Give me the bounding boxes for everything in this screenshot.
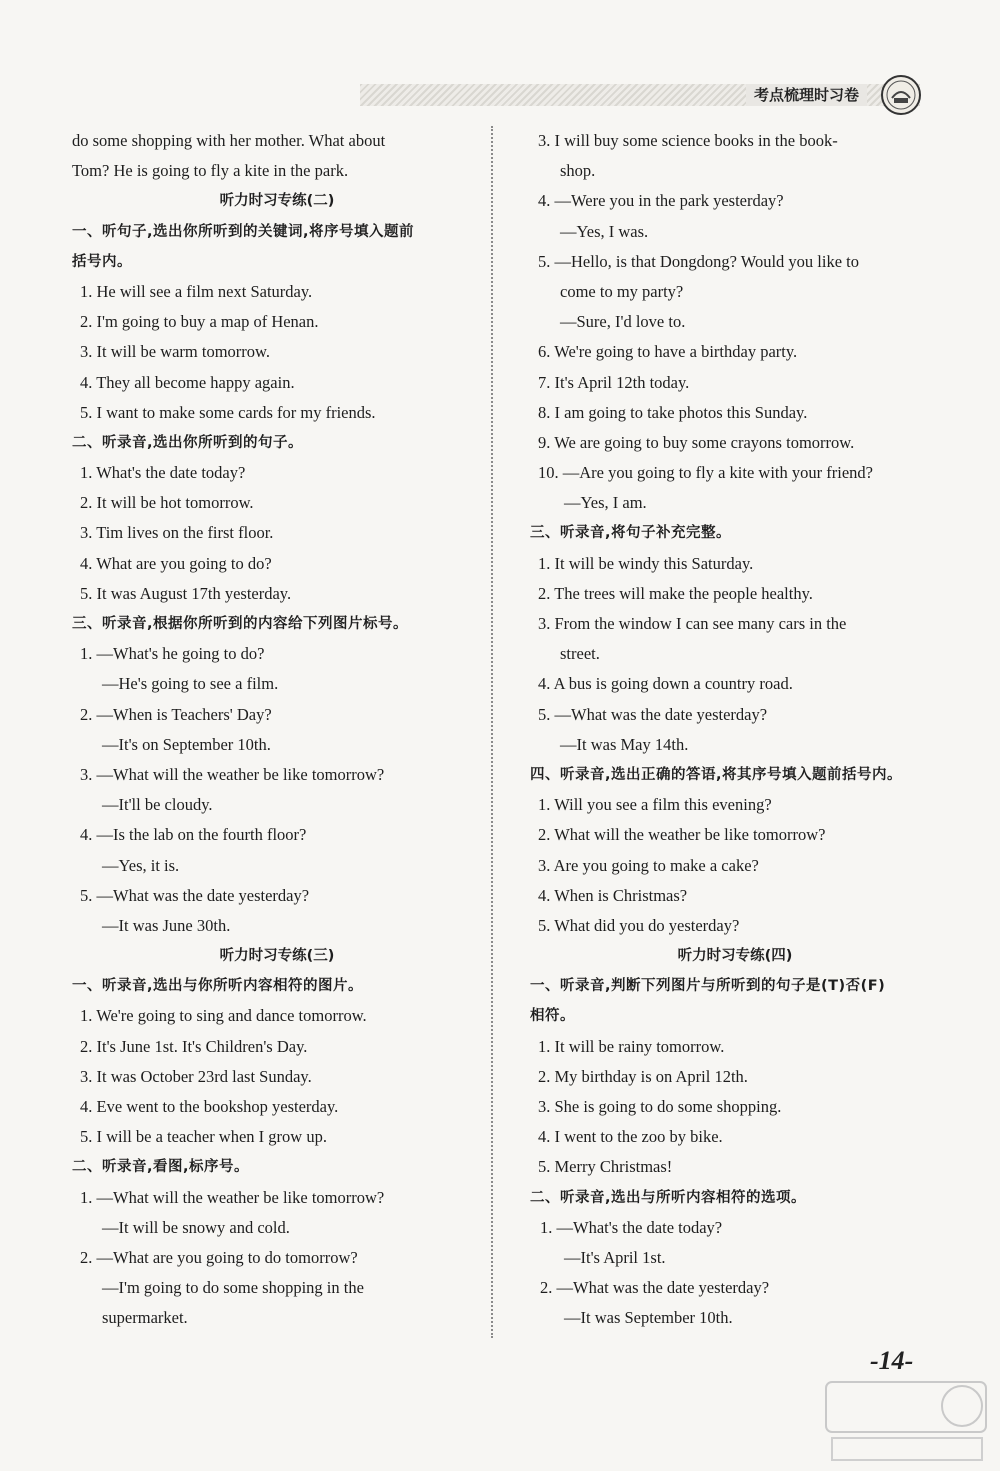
left-text-line: —He's going to see a film. [102, 674, 279, 694]
right-text-line: 1. It will be rainy tomorrow. [538, 1036, 725, 1056]
left-text-line: 括号内。 [72, 253, 132, 270]
right-text-line: 5. —What was the date yesterday? [538, 704, 768, 724]
right-text-line: street. [560, 644, 600, 664]
left-text-line: 4. —Is the lab on the fourth floor? [80, 825, 307, 845]
left-text-line: 4. Eve went to the bookshop yesterday. [80, 1097, 339, 1116]
right-text-line: 2. —What was the date yesterday? [540, 1278, 770, 1298]
right-text-line: shop. [560, 161, 596, 181]
right-text-line: 4. A bus is going down a country road. [538, 674, 793, 694]
right-text-line: 8. I am going to take photos this Sunday. [538, 402, 808, 422]
right-text-line: 4. —Were you in the park yesterday? [538, 191, 784, 211]
left-text-line: 2. It will be hot tomorrow. [80, 493, 254, 513]
left-text-line: 一、听句子,选出你所听到的关键词,将序号填入题前 [72, 223, 415, 240]
left-text-line: 三、听录音,根据你所听到的内容给下列图片标号。 [72, 616, 409, 632]
right-text-line: 听力时习专练(四) [677, 948, 793, 965]
left-text-line: 3. It will be warm tomorrow. [80, 342, 271, 362]
left-text-line: 二、听录音,看图,标序号。 [72, 1159, 250, 1176]
right-text-line: 3. From the window I can see many cars in the [538, 614, 847, 633]
left-text-line: 3. —What will the weather be like tomorrow? [80, 764, 385, 784]
left-text-line: —It's on September 10th. [102, 734, 271, 754]
right-text-line: 10. —Are you going to fly a kite with your friend? [538, 463, 873, 483]
right-text-line: 7. It's April 12th today. [538, 372, 690, 392]
column-divider [491, 126, 493, 1338]
right-text-line: 9. We are going to buy some crayons tomorrow. [538, 432, 855, 452]
right-text-line: 1. —What's the date today? [540, 1217, 723, 1237]
left-text-line: 4. They all become happy again. [80, 372, 295, 392]
left-text-line: 2. —When is Teachers' Day? [80, 704, 272, 724]
left-text-line: 2. It's June 1st. It's Children's Day. [80, 1036, 308, 1056]
right-text-line: 5. What did you do yesterday? [538, 915, 740, 935]
left-text-line: 1. He will see a film next Saturday. [80, 281, 313, 301]
left-text-line: —I'm going to do some shopping in the [102, 1278, 364, 1298]
left-text-line: 1. —What will the weather be like tomorrow? [80, 1187, 385, 1207]
left-text-line: 3. Tim lives on the first floor. [80, 523, 274, 543]
right-text-line: 四、听录音,选出正确的答语,将其序号填入题前括号内。 [530, 766, 903, 783]
right-text-line: 1. Will you see a film this evening? [538, 795, 772, 815]
left-text-line: —Yes, it is. [102, 855, 180, 875]
header-title: 考点梳理时习卷 [746, 84, 867, 106]
left-text-line: 1. We're going to sing and dance tomorrow. [80, 1006, 367, 1026]
right-text-line: 2. My birthday is on April 12th. [538, 1066, 748, 1086]
right-column [530, 126, 940, 1334]
right-text-line: —Sure, I'd love to. [560, 312, 686, 332]
right-text-line: —Yes, I was. [560, 221, 649, 241]
right-text-line: —It's April 1st. [564, 1247, 666, 1267]
watermark-logo-icon [822, 1378, 992, 1466]
left-text-line: Tom? He is going to fly a kite in the park. [72, 161, 349, 181]
right-text-line: 4. When is Christmas? [538, 885, 688, 905]
right-text-line: 3. Are you going to make a cake? [538, 855, 759, 875]
left-text-line: 1. —What's he going to do? [80, 644, 265, 664]
right-text-line: 1. It will be windy this Saturday. [538, 553, 754, 573]
right-text-line: 6. We're going to have a birthday party. [538, 342, 798, 362]
left-text-line: supermarket. [102, 1308, 188, 1328]
left-text-line: do some shopping with her mother. What about [72, 131, 386, 150]
left-text-line: 听力时习专练(二) [219, 193, 335, 210]
left-text-line: —It will be snowy and cold. [102, 1217, 290, 1237]
right-text-line: 一、听录音,判断下列图片与所听到的句子是(T)否(F) [530, 978, 886, 995]
left-text-line: 2. —What are you going to do tomorrow? [80, 1247, 358, 1267]
left-text-line: 1. What's the date today? [80, 463, 246, 483]
right-text-line: 4. I went to the zoo by bike. [538, 1127, 723, 1147]
page-number: -14- [870, 1346, 914, 1375]
left-text-line: —It was June 30th. [102, 915, 231, 935]
right-text-line: 2. The trees will make the people healthy. [538, 583, 813, 603]
right-text-line: —Yes, I am. [564, 493, 647, 513]
right-text-line: 5. —Hello, is that Dongdong? Would you like to [538, 251, 860, 271]
left-text-line: 3. It was October 23rd last Sunday. [80, 1066, 312, 1086]
left-text-line: 听力时习专练(三) [219, 948, 335, 965]
left-text-line: 5. I want to make some cards for my friends. [80, 402, 376, 422]
left-text-line: —It'll be cloudy. [102, 795, 213, 815]
left-text-line: 2. I'm going to buy a map of Henan. [80, 312, 319, 332]
right-text-line: 相符。 [530, 1008, 575, 1025]
left-text-line: 二、听录音,选出你所听到的句子。 [72, 434, 304, 451]
left-text-line: 5. It was August 17th yesterday. [80, 583, 292, 603]
left-text-line: 5. I will be a teacher when I grow up. [80, 1127, 327, 1147]
right-text-line: come to my party? [560, 281, 684, 301]
left-text-line: 4. What are you going to do? [80, 553, 272, 573]
left-text-line: 5. —What was the date yesterday? [80, 885, 310, 905]
page-header [0, 78, 1000, 114]
left-column [72, 126, 482, 1334]
right-text-line: 5. Merry Christmas! [538, 1157, 673, 1177]
right-text-line: —It was September 10th. [564, 1308, 733, 1328]
left-text-line: 一、听录音,选出与你所听内容相符的图片。 [72, 978, 364, 995]
right-text-line: 3. She is going to do some shopping. [538, 1097, 782, 1116]
right-text-line: 2. What will the weather be like tomorrow? [538, 825, 826, 845]
right-text-line: 二、听录音,选出与所听内容相符的选项。 [530, 1189, 807, 1206]
right-text-line: —It was May 14th. [560, 734, 689, 754]
header-logo-icon [880, 74, 922, 116]
right-text-line: 3. I will buy some science books in the book- [538, 131, 838, 150]
right-text-line: 三、听录音,将句子补充完整。 [530, 525, 732, 542]
